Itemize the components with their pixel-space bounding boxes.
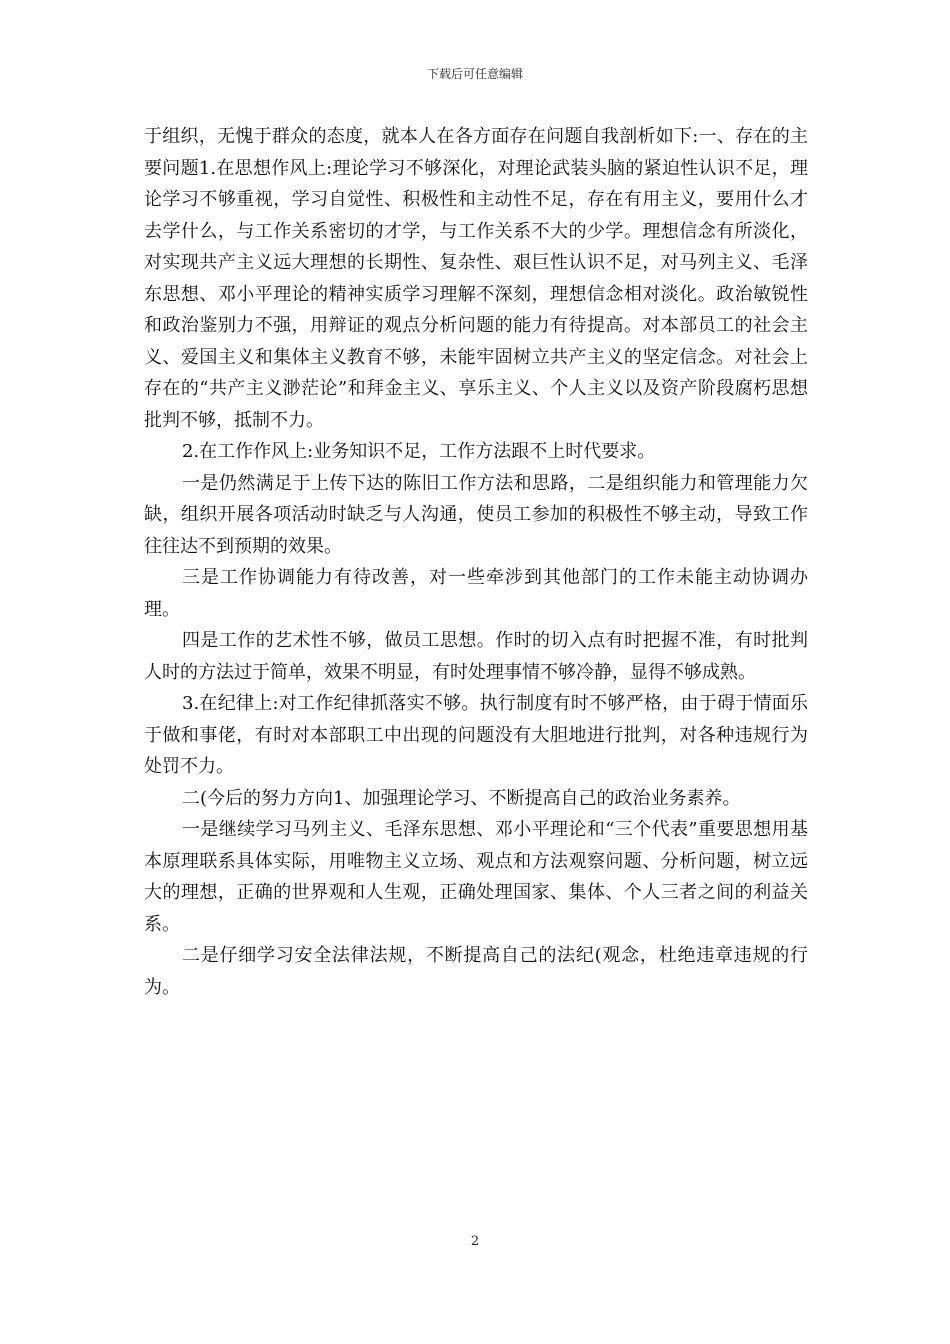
- paragraph-6: 3.在纪律上:对工作纪律抓落实不够。执行制度有时不够严格，由于碍于情面乐于做和事佬，有时对本部职工中出现的问题没有大胆地进行批判，对各种违规行为处罚不力。: [144, 693, 808, 777]
- page-header: 下载后可任意编辑: [426, 67, 523, 81]
- paragraph-2: 2.在工作作风上:业务知识不足，工作方法跟不上时代要求。: [182, 441, 656, 462]
- paragraph-8: 一是继续学习马列主义、毛泽东思想、邓小平理论和“三个代表”重要思想用基本原理联系具体实际，用唯物主义立场、观点和方法观察问题、分析问题，树立远大的理想，正确的世界观和人生观，正确处理国家、集体、个人三者之间的利益关系。: [144, 819, 808, 935]
- paragraph-3: 一是仍然满足于上传下达的陈旧工作方法和思路，二是组织能力和管理能力欠缺，组织开展各项活动时缺乏与人沟通，使员工参加的积极性不够主动，导致工作往往达不到预期的效果。: [144, 472, 808, 557]
- paragraph-4: 三是工作协调能力有待改善，对一些牵涉到其他部门的工作未能主动协调办理。: [144, 567, 808, 620]
- paragraph-9: 二是仔细学习安全法律法规，不断提高自己的法纪(观念，杜绝违章违规的行为。: [144, 945, 808, 998]
- paragraph-5: 四是工作的艺术性不够，做员工思想。作时的切入点有时把握不准，有时批判人时的方法过于简单，效果不明显，有时处理事情不够冷静，显得不够成熟。: [144, 630, 808, 683]
- paragraph-7: 二(今后的努力方向1、加强理论学习、不断提高自己的政治业务素养。: [182, 787, 741, 809]
- paragraph-1: 于组织，无愧于群众的态度，就本人在各方面存在问题自我剖析如下:一、存在的主要问题1.在思想作风上:理论学习不够深化，对理论武装头脑的紧迫性认识不足，理论学习不够重视，学习自觉性、积极性和主动性不足，存在有用主义，要用什么才去学什么，与工作关系密切的才学，与工作关系不大的少学。理想信念有所淡化，对实现共产主义远大理想的长期性、复杂性、艰巨性认识不足，对马列主义、毛泽东思想、邓小平理论的精神实质学习理解不深刻，理想信念相对淡化。政治敏锐性和政治鉴别力不强，用辩证的观点分析问题的能力有待提高。对本部员工的社会主义、爱国主义和集体主义教育不够，未能牢固树立共产主义的坚定信念。对社会上存在的“共产主义渺茫论”和拜金主义、享乐主义、个人主义以及资产阶段腐朽思想批判不够，抵制不力。: [144, 126, 808, 431]
- page-number: 2: [470, 1234, 480, 1249]
- document-body: [144, 121, 808, 1003]
